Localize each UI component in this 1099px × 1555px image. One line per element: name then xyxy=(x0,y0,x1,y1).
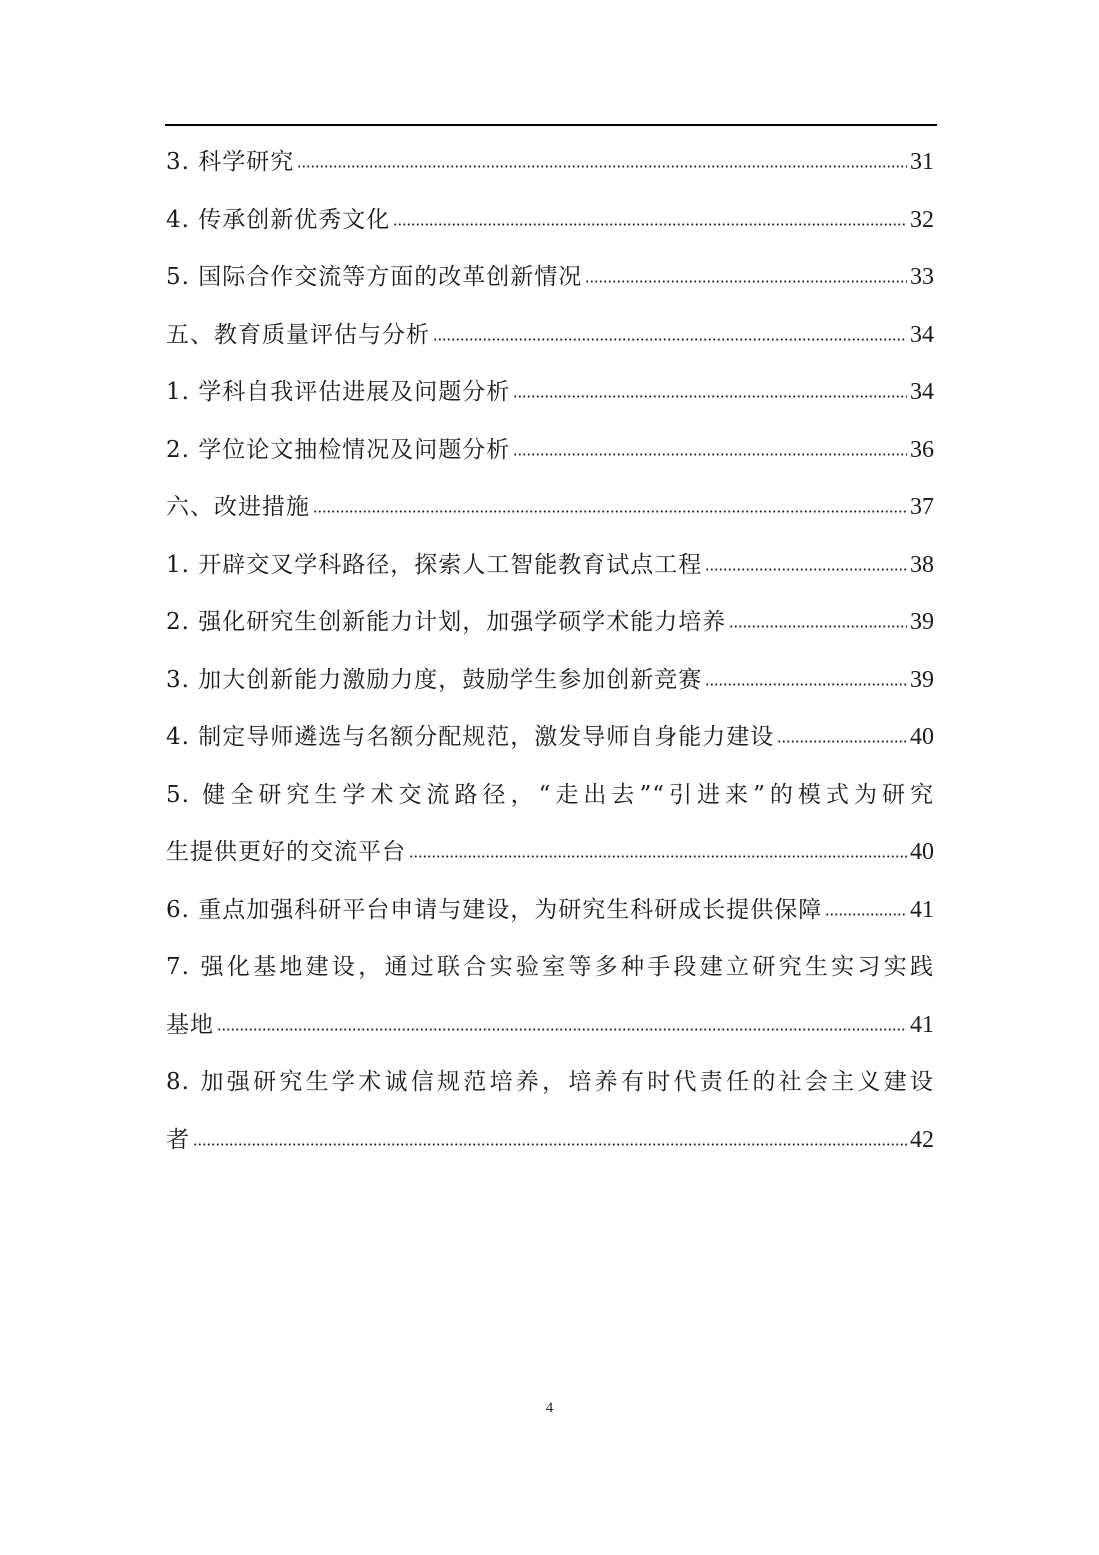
toc-entry-title: 1. 学科自我评估进展及问题分析 xyxy=(166,379,511,405)
header-rule xyxy=(165,124,937,126)
toc-section-title: 五、教育质量评估与分析 xyxy=(166,321,430,348)
toc-entry-page: 32 xyxy=(910,206,934,233)
toc-leader-dots xyxy=(585,280,907,283)
toc-leader-dots xyxy=(705,568,907,571)
toc-entry-title: 5. 国际合作交流等方面的改革创新情况 xyxy=(166,264,583,290)
toc-entry[interactable] xyxy=(166,652,934,710)
toc-entry-title-continued: 生提供更好的交流平台 xyxy=(166,839,406,865)
toc-entry-page: 41 xyxy=(910,1011,934,1038)
toc-leader-dots xyxy=(729,625,907,628)
toc-section-entry[interactable] xyxy=(166,479,934,537)
toc-entry-page: 38 xyxy=(910,551,934,578)
toc-entry-line2[interactable] xyxy=(166,1112,934,1170)
toc-entry-page: 33 xyxy=(910,264,934,290)
toc-entry[interactable] xyxy=(166,192,934,250)
table-of-contents xyxy=(166,134,934,1169)
toc-entry[interactable] xyxy=(166,364,934,422)
toc-entry-line2[interactable] xyxy=(166,997,934,1055)
toc-entry-title: 8. 加强研究生学术诚信规范培养，培养有时代责任的社会主义建设 xyxy=(166,1069,934,1095)
toc-entry-title-continued: 基地 xyxy=(166,1011,214,1038)
toc-section-entry[interactable] xyxy=(166,307,934,365)
toc-entry-line1[interactable] xyxy=(166,1054,934,1112)
toc-entry[interactable] xyxy=(166,594,934,652)
toc-entry-page: 34 xyxy=(910,379,934,405)
toc-entry-page: 34 xyxy=(910,321,934,348)
toc-entry-page: 37 xyxy=(910,494,934,520)
toc-leader-dots xyxy=(297,165,907,168)
toc-entry-title: 2. 学位论文抽检情况及问题分析 xyxy=(166,436,511,463)
toc-entry-title: 4. 制定导师遴选与名额分配规范，激发导师自身能力建设 xyxy=(166,724,775,750)
toc-entry-title: 5. 健全研究生学术交流路径，“走出去”“引进来”的模式为研究 xyxy=(166,781,934,808)
toc-leader-dots xyxy=(217,1028,907,1031)
toc-entry-title: 3. 加大创新能力激励力度，鼓励学生参加创新竞赛 xyxy=(166,666,703,693)
toc-leader-dots xyxy=(409,855,907,858)
toc-entry[interactable] xyxy=(166,537,934,595)
toc-entry-page: 31 xyxy=(910,149,934,175)
page-number: 4 xyxy=(545,1400,554,1416)
toc-entry-page: 40 xyxy=(910,724,934,750)
toc-entry[interactable] xyxy=(166,134,934,192)
toc-leader-dots xyxy=(193,1143,907,1146)
toc-leader-dots xyxy=(777,740,907,743)
toc-entry-page: 40 xyxy=(910,839,934,865)
toc-entry-title-continued: 者 xyxy=(166,1126,190,1153)
toc-section-title: 六、改进措施 xyxy=(166,494,310,520)
toc-entry[interactable] xyxy=(166,882,934,940)
toc-entry-title: 6. 重点加强科研平台申请与建设，为研究生科研成长提供保障 xyxy=(166,896,823,923)
toc-leader-dots xyxy=(513,453,907,456)
toc-entry[interactable] xyxy=(166,422,934,480)
toc-entry[interactable] xyxy=(166,709,934,767)
toc-leader-dots xyxy=(433,338,907,341)
toc-entry-page: 42 xyxy=(910,1126,934,1153)
toc-leader-dots xyxy=(313,510,907,513)
toc-leader-dots xyxy=(705,683,907,686)
toc-entry-title: 2. 强化研究生创新能力计划，加强学硕学术能力培养 xyxy=(166,609,727,635)
toc-entry-page: 39 xyxy=(910,609,934,635)
toc-entry-page: 36 xyxy=(910,436,934,463)
toc-entry-title: 1. 开辟交叉学科路径，探索人工智能教育试点工程 xyxy=(166,551,703,578)
toc-entry-title: 3. 科学研究 xyxy=(166,149,295,175)
toc-entry-line1[interactable] xyxy=(166,767,934,825)
toc-leader-dots xyxy=(825,913,907,916)
toc-entry-title: 7. 强化基地建设，通过联合实验室等多种手段建立研究生实习实践 xyxy=(166,954,934,980)
toc-entry-line1[interactable] xyxy=(166,939,934,997)
toc-entry-title: 4. 传承创新优秀文化 xyxy=(166,206,391,233)
toc-leader-dots xyxy=(513,395,907,398)
toc-entry-line2[interactable] xyxy=(166,824,934,882)
toc-entry-page: 39 xyxy=(910,666,934,693)
toc-entry[interactable] xyxy=(166,249,934,307)
toc-entry-page: 41 xyxy=(910,896,934,923)
toc-leader-dots xyxy=(393,223,907,226)
